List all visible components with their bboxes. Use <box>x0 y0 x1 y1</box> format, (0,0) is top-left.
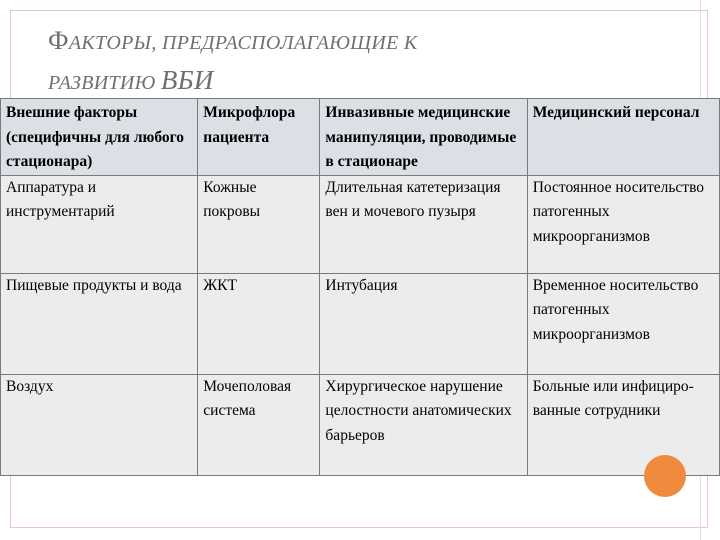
table-row <box>1 175 720 273</box>
table-cell: Аппаратура и инструментарий <box>1 175 198 273</box>
table-header-row <box>1 99 720 176</box>
slide-title <box>48 22 688 102</box>
decorative-orange-circle <box>644 455 686 497</box>
header-patient-microflora: Микрофлора пациента <box>198 99 320 176</box>
table-cell: Интубация <box>320 273 527 374</box>
table-cell: ЖКТ <box>198 273 320 374</box>
title-abbrev: ВБИ <box>160 65 214 95</box>
table-cell: Пищевые продукты и вода <box>1 273 198 374</box>
table-cell: Постоянное носительство патогенных микроорганизмов <box>527 175 719 273</box>
table-cell: Больные или инфициро-ванные сотрудники <box>527 374 719 475</box>
header-invasive-procedures: Инвазивные медицинские манипуляции, проводимые в стационаре <box>320 99 527 176</box>
factors-table <box>0 98 720 476</box>
table-cell: Мочеполовая система <box>198 374 320 475</box>
title-first-letter: Ф <box>48 26 69 55</box>
title-line-2-small: РАЗВИТИЮ <box>48 72 161 94</box>
table-row <box>1 273 720 374</box>
table-row <box>1 374 720 475</box>
title-line-2 <box>48 62 688 102</box>
header-external-factors: Внешние факторы (специфичны для любого стационара) <box>1 99 198 176</box>
table-cell: Кожные покровы <box>198 175 320 273</box>
header-medical-staff: Медицинский персонал <box>527 99 719 176</box>
table-cell: Хирургическое нарушение целостности анатомических барьеров <box>320 374 527 475</box>
table-cell: Воздух <box>1 374 198 475</box>
table-cell: Длительная катетеризация вен и мочевого пузыря <box>320 175 527 273</box>
title-line-1 <box>48 22 688 62</box>
title-line-1-rest: АКТОРЫ, ПРЕДРАСПОЛАГАЮЩИЕ К <box>68 32 418 54</box>
table-cell: Временное носительство патогенных микроорганизмов <box>527 273 719 374</box>
